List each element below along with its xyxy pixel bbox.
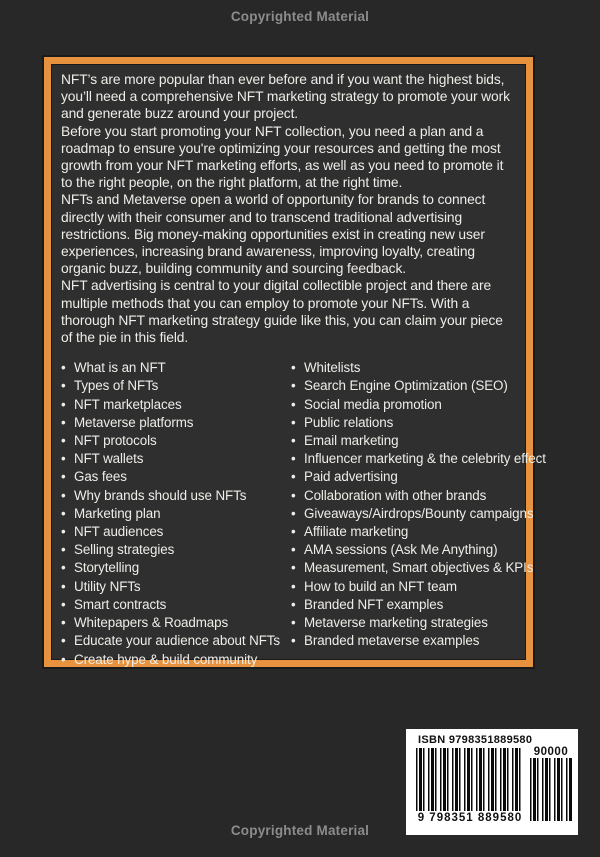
topic-item: • NFT marketplaces xyxy=(61,396,291,414)
topic-item: • How to build an NFT team xyxy=(291,578,546,596)
topics-list-right xyxy=(291,359,546,668)
blurb-paragraph: NFT’s are more popular than ever before and if you want the highest bids, you’ll need a comprehensive NFT marketing strategy to promote your work and generate buzz around your project. xyxy=(61,72,510,122)
topic-item: • Whitepapers & Roadmaps xyxy=(61,614,291,632)
blurb-paragraph: NFT advertising is central to your digital collectible project and there are multiple methods that you can employ to promote your NFTs. With a thorough NFT marketing strategy guide like this, you can claim your piece of the pie in this field. xyxy=(61,278,503,346)
topic-item: • NFT protocols xyxy=(61,432,291,450)
topic-item: • Marketing plan xyxy=(61,505,291,523)
topic-item: • Types of NFTs xyxy=(61,377,291,395)
topics-list-left xyxy=(61,359,291,668)
topic-item: • What is an NFT xyxy=(61,359,291,377)
topic-item: • Branded metaverse examples xyxy=(291,632,546,650)
topic-item: • AMA sessions (Ask Me Anything) xyxy=(291,541,546,559)
topic-item: • Search Engine Optimization (SEO) xyxy=(291,377,546,395)
cover-panel-content xyxy=(51,64,546,669)
copyright-notice-bottom: Copyrighted Material xyxy=(230,823,370,838)
topic-item: • Metaverse marketing strategies xyxy=(291,614,546,632)
topic-item: • Affiliate marketing xyxy=(291,523,546,541)
topic-item: • Influencer marketing & the celebrity effect xyxy=(291,450,546,468)
barcode-addon-value: 90000 xyxy=(533,746,569,758)
topic-item: • Metaverse platforms xyxy=(61,414,291,432)
topic-item: • Smart contracts xyxy=(61,596,291,614)
copyright-notice-top: Copyrighted Material xyxy=(230,9,370,24)
topic-item: • NFT audiences xyxy=(61,523,291,541)
back-cover-blurb xyxy=(61,71,516,346)
topic-item: • Public relations xyxy=(291,414,546,432)
ean-barcode-digits: 9 798351 889580 xyxy=(417,812,523,824)
topic-item: • Measurement, Smart objectives & KPIs xyxy=(291,559,546,577)
addon-barcode xyxy=(530,758,572,821)
isbn-barcode-box xyxy=(406,729,578,835)
topic-item: • Collaboration with other brands xyxy=(291,487,546,505)
blurb-paragraph: Before you start promoting your NFT collection, you need a plan and a roadmap to ensure you're optimizing your resources and getting the most growth from your NFT marketing efforts, as well as you need to promote it to the right people, on the right platform, at the right time. xyxy=(61,123,504,191)
ean-barcode xyxy=(416,748,524,811)
cover-bordered-panel xyxy=(44,57,546,667)
topic-item: • Email marketing xyxy=(291,432,546,450)
topic-item: • Giveaways/Airdrops/Bounty campaigns xyxy=(291,505,546,523)
topics-lists xyxy=(61,359,546,668)
blurb-paragraph: NFTs and Metaverse open a world of opportunity for brands to connect directly with their consumer and to transcend traditional advertising restrictions. Big money-making opportunities exist in creating new user experiences, increasing brand awareness, improving loyalty, creating organic buzz, building community and sourcing feedback. xyxy=(61,192,486,277)
topic-item: • Branded NFT examples xyxy=(291,596,546,614)
topic-item: • Why brands should use NFTs xyxy=(61,487,291,505)
topic-item: • Selling strategies xyxy=(61,541,291,559)
topic-item: • Social media promotion xyxy=(291,396,546,414)
topic-item: • Create hype & build community xyxy=(61,651,291,669)
topic-item: • Paid advertising xyxy=(291,468,546,486)
topic-item: • Whitelists xyxy=(291,359,546,377)
topic-item: • Educate your audience about NFTs xyxy=(61,632,291,650)
topic-item: • Gas fees xyxy=(61,468,291,486)
isbn-label: ISBN 9798351889580 xyxy=(418,734,533,746)
topic-item: • NFT wallets xyxy=(61,450,291,468)
topic-item: • Storytelling xyxy=(61,559,291,577)
topic-item: • Utility NFTs xyxy=(61,578,291,596)
